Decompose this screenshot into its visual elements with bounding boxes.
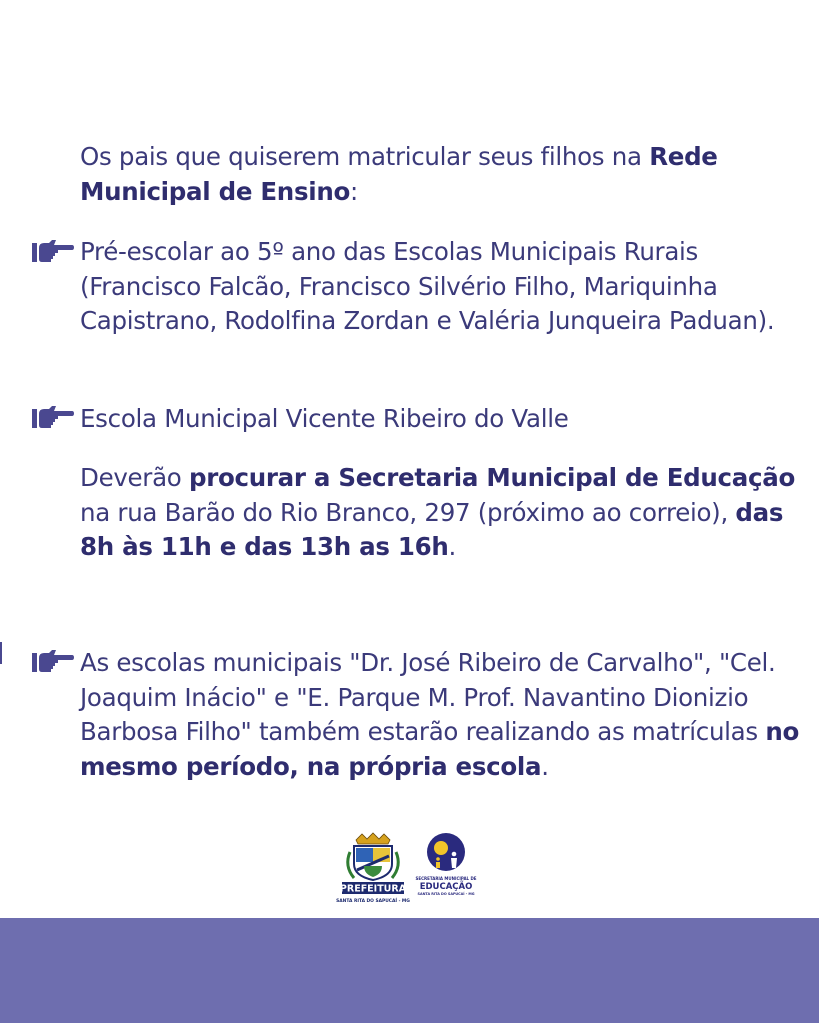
educacao-logo-sub: SANTA RITA DO SAPUCAÍ - MG bbox=[417, 892, 475, 896]
prefeitura-logo-sub: SANTA RITA DO SAPUCAÍ - MG bbox=[336, 899, 410, 904]
intro-text-end: : bbox=[350, 176, 358, 206]
instructions-address: na rua Barão do Rio Branco, 297 (próximo ao correio), bbox=[80, 497, 736, 527]
instructions-end: . bbox=[448, 532, 457, 561]
list-item-rural-schools bbox=[80, 235, 800, 339]
intro-paragraph bbox=[80, 140, 800, 209]
prefeitura-logo-name: PREFEITURA bbox=[339, 883, 407, 895]
list-item-text: Escola Municipal Vicente Ribeiro do Valle bbox=[80, 404, 569, 433]
instructions-hours: das 8h às 11h e das 13h as 16h bbox=[80, 497, 784, 561]
intro-text: Os pais que quiserem matricular seus filhos na bbox=[80, 142, 650, 171]
pointing-hand-icon bbox=[32, 240, 74, 264]
list-item-text-end: . bbox=[541, 751, 549, 781]
list-item-text: As escolas municipais "Dr. José Ribeiro de Carvalho", "Cel. Joaquim Inácio" e "E. Parque M. Prof. Navantino Dionizio Barbosa Filho" também estarão realizando as matrículas bbox=[80, 648, 776, 746]
pointing-hand-icon bbox=[32, 650, 74, 674]
list-item-text: Pré-escolar ao 5º ano das Escolas Municipais Rurais (Francisco Falcão, Francisco Silvério Filho, Mariquinha Capistrano, Rodolfina Zordan e Valéria Junqueira Paduan). bbox=[80, 237, 775, 335]
intro-bold-text: Rede Municipal de Ensino bbox=[80, 142, 718, 206]
pointing-hand-icon bbox=[32, 406, 74, 430]
instructions-text: Deverão bbox=[80, 463, 189, 492]
footer-band bbox=[0, 918, 819, 1023]
edge-mark bbox=[0, 642, 2, 664]
list-item-vicente-school bbox=[80, 402, 800, 437]
educacao-logo-top: SECRETARIA MUNICIPAL DE bbox=[415, 876, 477, 881]
instructions-paragraph bbox=[80, 461, 800, 565]
logos bbox=[336, 832, 490, 912]
instructions-bold-text: procurar a Secretaria Municipal de Educação bbox=[188, 463, 795, 492]
prefeitura-logo bbox=[336, 832, 410, 912]
educacao-logo-name: EDUCAÇÃO bbox=[419, 882, 473, 892]
list-item-other-schools bbox=[80, 646, 800, 784]
list-item-bold-text: no mesmo período, na própria escola bbox=[80, 717, 800, 781]
educacao-logo bbox=[415, 832, 488, 912]
